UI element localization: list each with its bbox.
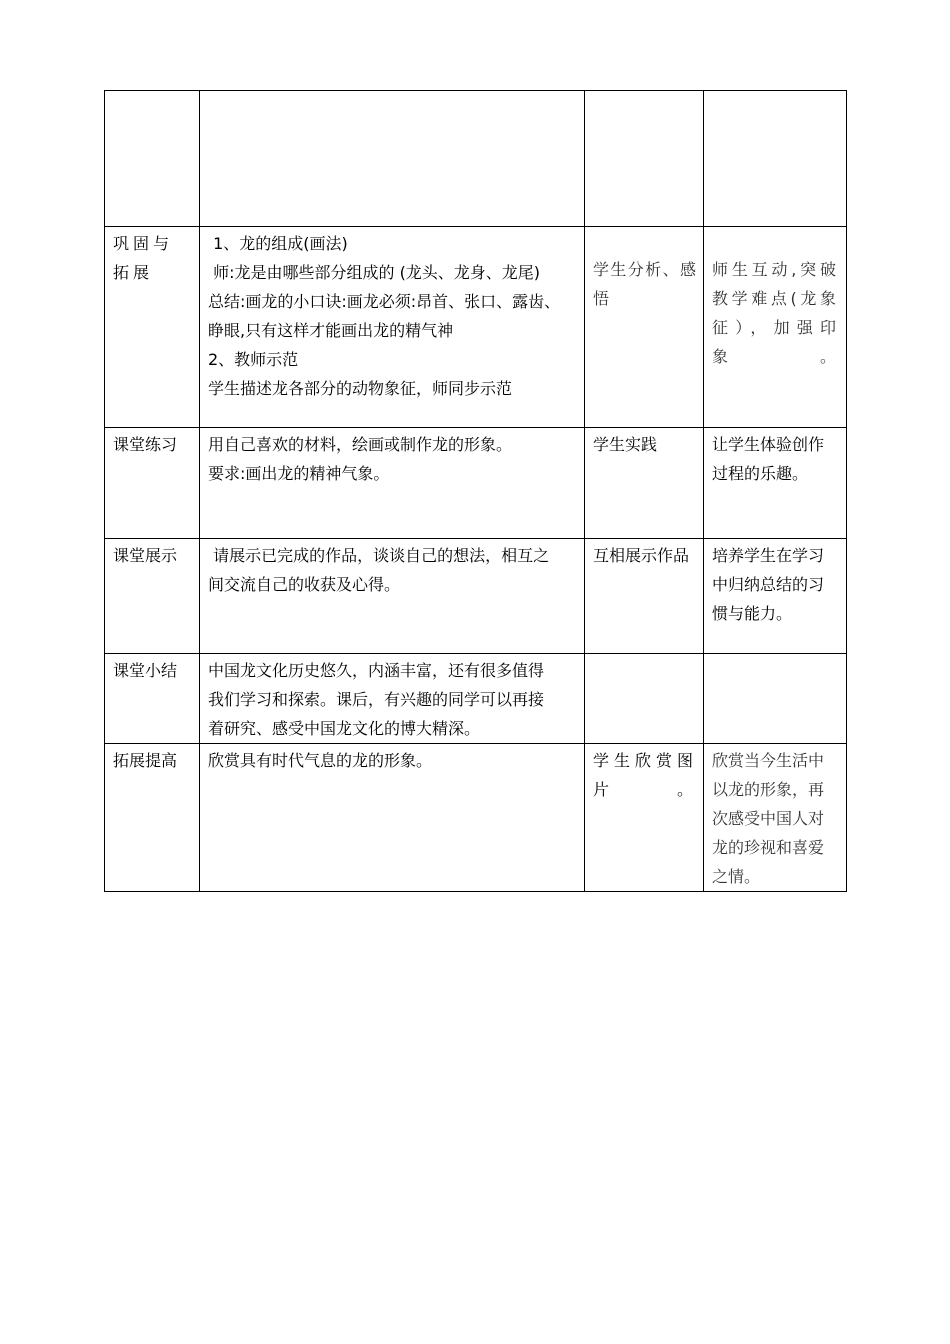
student-activity-cell <box>585 654 704 744</box>
content-cell <box>200 654 585 744</box>
content-cell <box>200 428 585 539</box>
student-activity-cell <box>585 744 704 892</box>
stage-cell <box>105 91 200 227</box>
content-cell <box>200 227 585 428</box>
table-row <box>105 744 847 892</box>
content-cell <box>200 539 585 654</box>
stage-cell: 课堂练习 <box>105 428 200 539</box>
lesson-plan-table <box>104 90 847 892</box>
design-intent-cell <box>704 744 847 892</box>
design-intent-cell <box>704 227 847 428</box>
design-intent-cell <box>704 539 847 654</box>
student-activity-cell <box>585 91 704 227</box>
content-line: 睁眼,只有这样才能画出龙的精气神 <box>208 321 454 340</box>
content-cell <box>200 91 585 227</box>
design-intent-text: 让学生体验创作过程的乐趣。 <box>712 435 825 483</box>
table-row <box>105 428 847 539</box>
content-line: 间交流自己的收获及心得。 <box>208 575 401 594</box>
student-activity-cell: 互相展示作品 <box>585 539 704 654</box>
design-intent-cell <box>704 91 847 227</box>
content-line: 师:龙是由哪些部分组成的 (龙头、龙身、龙尾) <box>208 263 541 282</box>
stage-cell: 课堂小结 <box>105 654 200 744</box>
student-activity-cell: 学生实践 <box>585 428 704 539</box>
content-line: 请展示已完成的作品，谈谈自己的想法，相互之 <box>208 546 550 565</box>
design-intent-text: 培养学生在学习中归纳总结的习惯与能力。 <box>712 546 825 623</box>
content-line: 我们学习和探索。课后，有兴趣的同学可以再接 <box>208 690 545 709</box>
content-line: 要求:画出龙的精神气象。 <box>208 464 390 483</box>
content-line: 中国龙文化历史悠久，内涵丰富，还有很多值得 <box>208 661 545 680</box>
content-line: 1、龙的组成(画法) <box>208 234 348 253</box>
stage-cell: 拓展提高 <box>105 744 200 892</box>
content-line: 着研究、感受中国龙文化的博大精深。 <box>208 719 481 738</box>
content-line: 用自己喜欢的材料，绘画或制作龙的形象。 <box>208 435 513 454</box>
stage-cell: 课堂展示 <box>105 539 200 654</box>
design-intent-cell <box>704 654 847 744</box>
table-row <box>105 91 847 227</box>
student-activity-text: 学生欣赏图片。 <box>593 751 696 799</box>
content-line: 欣赏具有时代气息的龙的形象。 <box>208 751 433 770</box>
table-row <box>105 539 847 654</box>
table-row <box>105 227 847 428</box>
content-line: 学生描述龙各部分的动物象征，师同步示范 <box>208 379 513 398</box>
table-row <box>105 654 847 744</box>
content-line: 总结:画龙的小口诀:画龙必须:昂首、张口、露齿、 <box>208 292 561 311</box>
content-line: 2、教师示范 <box>208 350 299 369</box>
design-intent-text: 欣赏当今生活中以龙的形象，再次感受中国人对龙的珍视和喜爱之情。 <box>712 751 825 886</box>
content-cell <box>200 744 585 892</box>
student-activity-cell <box>585 227 704 428</box>
design-intent-text: 师生互动,突破教学难点(龙象征），加强印象。 <box>712 260 839 366</box>
stage-cell: 巩固与拓展 <box>105 227 200 428</box>
student-activity-text: 学生分析、感悟 <box>593 260 696 308</box>
design-intent-cell <box>704 428 847 539</box>
